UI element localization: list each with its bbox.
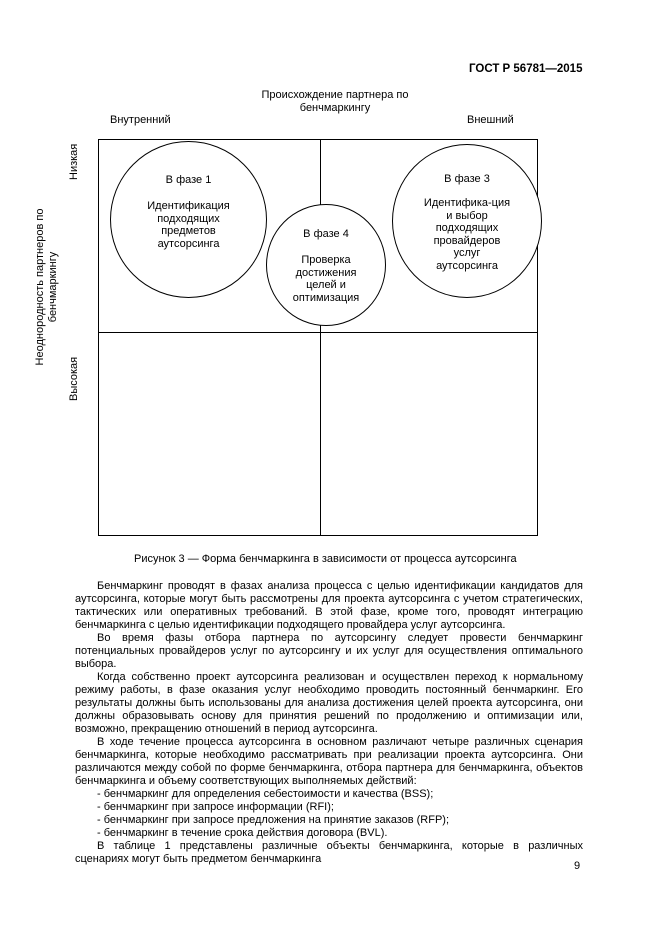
matrix-horizontal-divider	[98, 332, 538, 333]
phase-3-title: В фазе 3	[444, 173, 490, 185]
bullet-item: - бенчмаркинг при запросе информации (RFI);	[97, 801, 334, 813]
phase-3-circle	[392, 144, 542, 298]
phase-3-text-line: подходящих	[435, 222, 499, 234]
phase-1-text-line: предметов	[161, 225, 216, 237]
phase-3-text-line: услуг	[453, 247, 481, 259]
bullet-item: - бенчмаркинг для определения себестоимости и качества (BSS);	[97, 788, 434, 800]
paragraph: Бенчмаркинг проводят в фазах анализа процесса с целью идентификации кандидатов для аутсорсинга, которые могут быть рассмотрены для проекта аутсорсинга с учетом стратегических, тактических или оперативных требований. В этой фазе, кроме того, проводят интеграцию бенчмаркинга с целью идентификации подходящего провайдера услуг аутсорсинга.	[75, 580, 583, 631]
bullet-item: - бенчмаркинг при запросе предложения на принятие заказов (RFP);	[97, 814, 450, 826]
matrix-vertical-divider	[320, 139, 321, 536]
phase-4-text-line: достижения	[295, 266, 357, 279]
phase-4-circle	[266, 204, 386, 326]
phase-4-text-line: целей и	[306, 279, 346, 291]
row-label-high: Высокая	[68, 356, 80, 401]
phase-1-title: В фазе 1	[165, 174, 212, 186]
document-code: ГОСТ Р 56781—2015	[469, 63, 583, 75]
phase-1-text-line: аутсорсинга	[157, 237, 220, 250]
x-axis-title-line1: Происхождение партнера по	[261, 89, 409, 101]
body-text	[75, 580, 583, 866]
phase-3-text-line: провайдеров	[433, 234, 501, 247]
paragraph: Когда собственно проект аутсорсинга реализован и осуществлен переход к нормальному режиму работы, в фазе оказания услуг необходимо проводить постоянный бенчмаркинг. Его результаты должны быть использованы для анализа достижения целей проекта аутсорсинга, они должны образовывать основу для принятия решений по продолжению и оптимизации или, возможно, прекращению отношений в период аутсорсинга.	[75, 671, 583, 735]
column-label-external: Внешний	[467, 114, 514, 126]
paragraph: В ходе течение процесса аутсорсинга в основном различают четыре различных сценария бенчмаркинга, которые необходимо рассматривать при реализации проекта аутсорсинга. Они различаются между собой по форме бенчмаркинга, отбора партнера для бенчмаркинга, объектов бенчмаркинга и объему соответствующих выполняемых действий:	[75, 736, 583, 787]
column-label-internal: Внутренний	[110, 114, 171, 126]
phase-3-text-line: Идентифика-ция	[423, 197, 511, 209]
phase-1-text-line: Идентификация	[147, 200, 230, 212]
phase-1-circle	[110, 141, 267, 298]
phase-4-title: В фазе 4	[303, 228, 349, 240]
figure-y-axis-title	[34, 202, 60, 372]
phase-4-text-line: Проверка	[301, 254, 351, 266]
figure-caption: Рисунок 3 — Форма бенчмаркинга в зависимости от процесса аутсорсинга	[134, 553, 517, 565]
x-axis-title-line2: бенчмаркингу	[299, 102, 371, 114]
phase-4-text-line: оптимизация	[292, 291, 360, 304]
figure-x-axis-title	[240, 89, 430, 115]
phase-3-text-line: и выбор	[446, 209, 488, 222]
page-number: 9	[574, 860, 581, 872]
paragraph: Во время фазы отбора партнера по аутсорсингу следует провести бенчмаркинг потенциальных провайдеров услуг по аутсорсингу и их услуг для осуществления оптимального выбора.	[75, 632, 583, 670]
y-axis-title-line2: бенчмаркингу	[47, 251, 59, 323]
bullet-item: - бенчмаркинг в течение срока действия договора (BVL).	[97, 827, 388, 839]
phase-1-text-line: подходящих	[157, 212, 220, 225]
phase-3-text-line: аутсорсинга	[436, 259, 498, 272]
y-axis-title-line1: Неоднородность партнеров по	[34, 208, 46, 366]
row-label-low: Низкая	[68, 143, 80, 180]
paragraph: В таблице 1 представлены различные объекты бенчмаркинга, которые в различных сценариях могут быть предметом бенчмаркинга	[75, 840, 583, 865]
